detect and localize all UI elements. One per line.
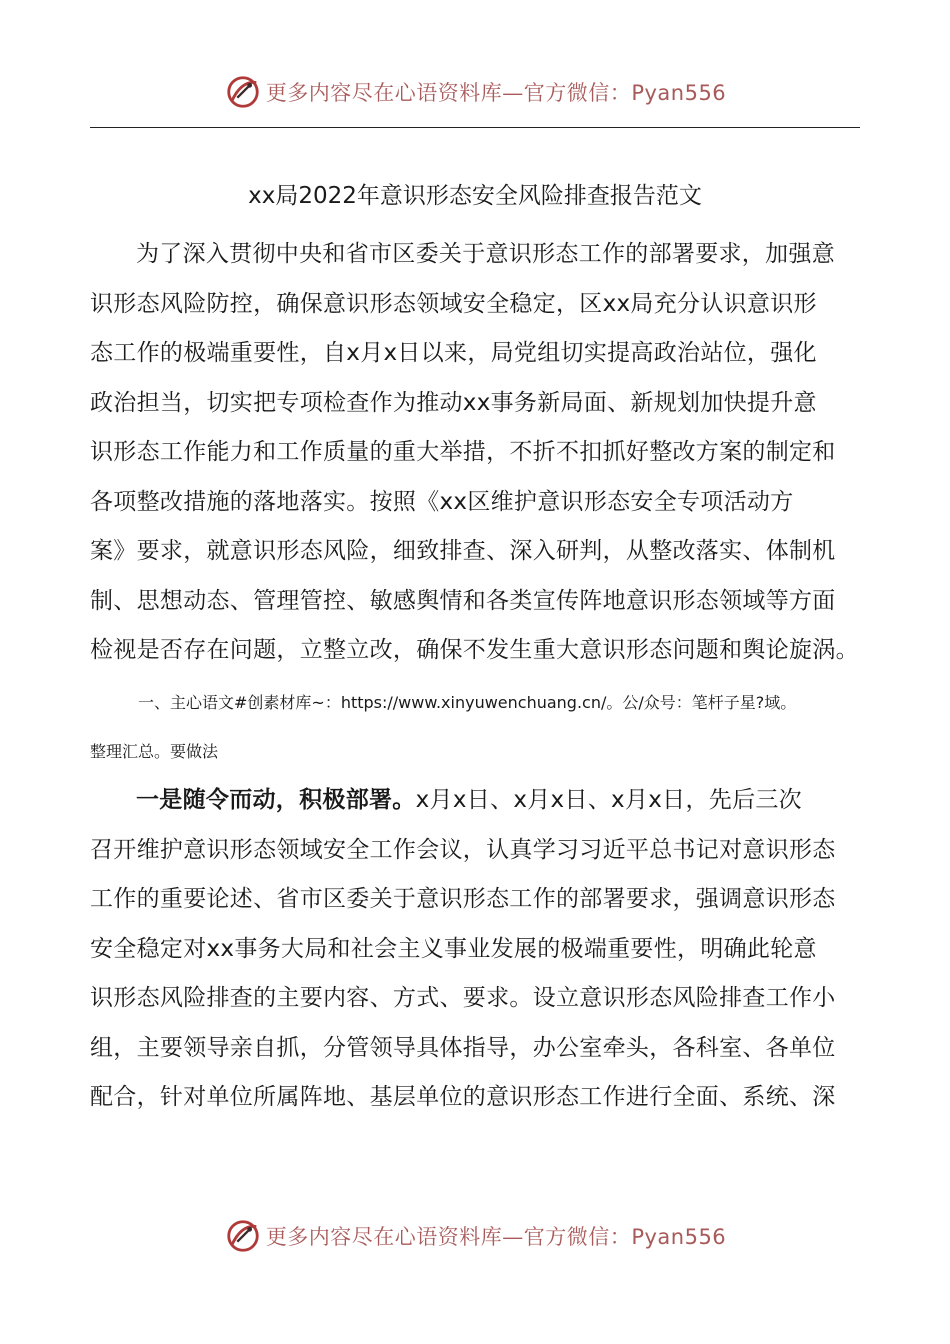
intro-line: 识形态工作能力和工作质量的重大举措，不折不扣抓好整改方案的制定和 [90, 439, 836, 465]
point-one-line: 配合，针对单位所属阵地、基层单位的意识形态工作进行全面、系统、深 [90, 1084, 836, 1110]
document-title: xx局2022年意识形态安全风险排查报告范文 [248, 183, 702, 209]
intro-line: 政治担当，切实把专项检查作为推动xx事务新局面、新规划加快提升意 [90, 389, 817, 416]
section-heading [90, 678, 860, 776]
intro-line: 案》要求，就意识形态风险，细致排查、深入研判，从整改落实、体制机 [90, 538, 836, 564]
watermark-wechat-id: Pyan556 [631, 1225, 727, 1249]
section-heading-line: 一、主心语文#创素材库~：https://www.xinyuwenchuang.cn/。公/众号：笔杆子星?域。 [138, 693, 797, 712]
point-one-paragraph [90, 776, 860, 1123]
brand-logo-icon [224, 1217, 262, 1255]
section-heading-line: 整理汇总。要做法 [90, 742, 219, 761]
intro-line: 态工作的极端重要性，自x月x日以来，局党组切实提高政治站位，强化 [90, 340, 817, 366]
intro-line: 识形态风险防控，确保意识形态领域安全稳定，区xx局充分认识意识形 [90, 290, 817, 317]
intro-paragraph [90, 230, 860, 676]
point-one-line: 召开维护意识形态领域安全工作会议，认真学习习近平总书记对意识形态 [90, 836, 836, 863]
watermark-text: 更多内容尽在心语资料库—官方微信： [265, 1225, 632, 1249]
header-divider [90, 127, 860, 128]
watermark-text: 更多内容尽在心语资料库—官方微信： [265, 81, 632, 105]
brand-logo-icon [224, 73, 262, 111]
point-one-line: 识形态风险排查的主要内容、方式、要求。设立意识形态风险排查工作小 [90, 985, 836, 1011]
intro-line: 各项整改措施的落地落实。按照《xx区维护意识形态安全专项活动方 [90, 488, 794, 515]
point-one-line: 组，主要领导亲自抓，分管领导具体指导，办公室牵头，各科室、各单位 [90, 1034, 836, 1061]
point-one-bold-lead: 一是随令而动，积极部署。 [136, 787, 416, 813]
intro-line: 制、思想动态、管理管控、敏感舆情和各类宣传阵地意识形态领域等方面 [90, 587, 836, 614]
point-one-line: 工作的重要论述、省市区委关于意识形态工作的部署要求，强调意识形态 [90, 886, 836, 912]
point-one-first-line: x月x日、x月x日、x月x日，先后三次 [415, 787, 802, 813]
intro-line: 为了深入贯彻中央和省市区委关于意识形态工作的部署要求，加强意 [136, 241, 835, 267]
footer-watermark [0, 1214, 950, 1258]
header-watermark [0, 70, 950, 114]
watermark-wechat-id: Pyan556 [631, 81, 727, 105]
point-one-line: 安全稳定对xx事务大局和社会主义事业发展的极端重要性，明确此轮意 [90, 935, 817, 962]
intro-line: 检视是否存在问题，立整立改，确保不发生重大意识形态问题和舆论旋涡。 [90, 637, 859, 663]
